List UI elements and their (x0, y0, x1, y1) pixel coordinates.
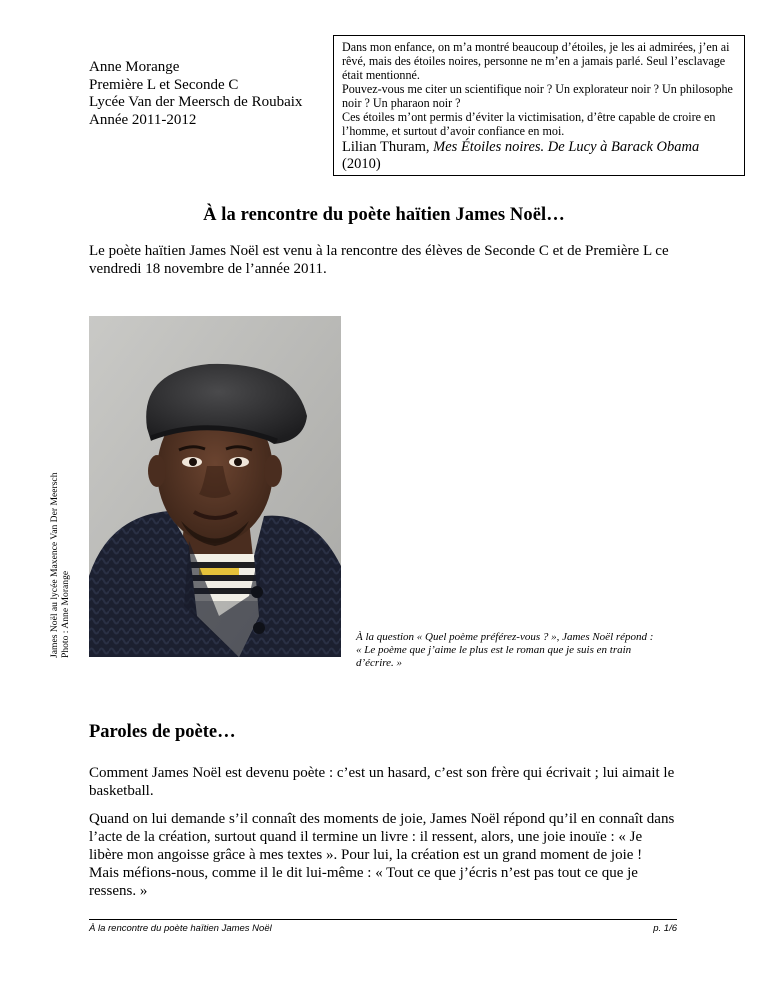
epigraph-source-author: Lilian Thuram, (342, 139, 434, 155)
author-school: Lycée Van der Meersch de Roubaix (89, 94, 303, 110)
epigraph-text (342, 40, 738, 138)
author-year: Année 2011-2012 (89, 111, 197, 128)
portrait-photo (89, 316, 341, 657)
footer-divider (89, 919, 677, 920)
page-title: À la rencontre du poète haïtien James Noël… (203, 205, 565, 225)
paragraph-2 (89, 810, 679, 900)
paragraph-2-text: Quand on lui demande s’il connaît des moments de joie, James Noël répond qu’il en connaît dans l’acte de la création, surtout quand il termine un livre : il ressent, alors, une joie inouïe : « Je libère mon angoisse grâce à mes textes ». Pour lui, la création est un grand moment de joie ! (89, 811, 675, 863)
epigraph-line: Pouvez-vous me citer un scientifique noir ? Un explorateur noir ? Un philosophe noir ? Un pharaon noir ? (342, 82, 733, 110)
photo-credit-line2: Photo : Anne Morange (60, 570, 71, 658)
epigraph-line: Ces étoiles m’ont permis d’éviter la victimisation, d’être capable de croire en l’homme, et surtout d’avoir confiance en moi. (342, 110, 716, 138)
photo-credit (49, 473, 71, 659)
section-title: Paroles de poète… (89, 722, 236, 742)
epigraph-source-title: Mes Étoiles noires. De Lucy à Barack Obama (433, 139, 700, 155)
photo-credit-line1: James Noël au lycée Maxence Van Der Meersch (49, 472, 60, 658)
author-classes: Première L et Seconde C (89, 76, 239, 93)
intro-paragraph: Le poète haïtien James Noël est venu à la rencontre des élèves de Seconde C et de Première L ce vendredi 18 novembre de l’année 2011. (89, 243, 669, 277)
epigraph-line: Dans mon enfance, on m’a montré beaucoup d’étoiles, je les ai admirées, j’en ai rêvé, mais des étoiles noires, personne ne m’en a jamais parlé. Seul l’esclavage était mentionné. (342, 40, 730, 82)
page-number: p. 1/6 (653, 923, 677, 934)
author-name: Anne Morange (89, 59, 180, 75)
footer-title: À la rencontre du poète haïtien James Noël (89, 923, 272, 934)
epigraph-box (333, 35, 745, 176)
photo-caption: À la question « Quel poème préférez-vous ? », James Noël répond : « Le poème que j’aime le plus est le roman que je suis en train d’écrire. » (356, 631, 654, 669)
paragraph-2-text: Mais méfions-nous, comme il le dit lui-même : « Tout ce que j’écris n’est pas tout ce que je ressens. » (89, 865, 638, 899)
paragraph-1: Comment James Noël est devenu poète : c’est un hasard, c’est son frère qui écrivait ; lui aimait le basketball. (89, 765, 675, 799)
epigraph-source (342, 139, 738, 173)
author-block (89, 59, 302, 129)
epigraph-source-year: (2010) (342, 156, 381, 172)
